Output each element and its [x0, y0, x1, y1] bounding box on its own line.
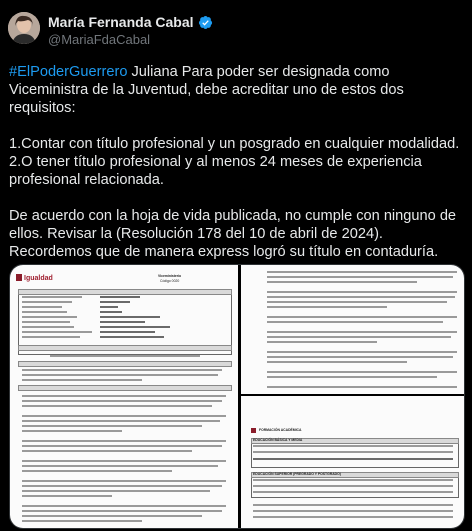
- text-line: [267, 281, 417, 283]
- text-line: [253, 491, 453, 493]
- text-line: [100, 316, 160, 318]
- text-line: [22, 311, 67, 313]
- text-line: [22, 326, 74, 328]
- text-line: [267, 301, 447, 303]
- logo-icon: [16, 274, 22, 281]
- text-line: [100, 301, 130, 303]
- text-line: [267, 336, 451, 338]
- text-line: [100, 336, 164, 338]
- text-line: [100, 326, 170, 328]
- text-line: [253, 504, 453, 506]
- text-line: [22, 520, 142, 522]
- text-line: [22, 331, 92, 333]
- text-line: [267, 361, 407, 363]
- text-line: [267, 371, 457, 373]
- text-line: [22, 490, 210, 492]
- text-line: [267, 276, 453, 278]
- verified-badge-icon: [198, 15, 213, 30]
- text-line: [22, 495, 112, 497]
- text-line: [22, 430, 122, 432]
- text-line: [22, 480, 226, 482]
- text-line: [267, 341, 377, 343]
- text-line: [22, 321, 70, 323]
- text-line: [22, 515, 202, 517]
- text-line: [267, 306, 387, 308]
- text-line: [22, 445, 222, 447]
- text-line: [22, 465, 218, 467]
- text-line: [22, 450, 192, 452]
- text-line: [267, 356, 453, 358]
- table-header-bar: [18, 345, 232, 351]
- text-line: [22, 420, 220, 422]
- text-line: [22, 395, 226, 397]
- text-line: [267, 316, 457, 318]
- text-line: [22, 470, 172, 472]
- table-header-bar: [18, 361, 232, 367]
- text-line: [22, 485, 222, 487]
- text-line: [267, 296, 455, 298]
- text-line: [100, 331, 155, 333]
- text-line: [253, 516, 453, 518]
- section-number-badge: [251, 428, 256, 433]
- text-line: [22, 510, 222, 512]
- document-logo: Igualdad: [24, 275, 53, 282]
- text-line: [22, 374, 218, 376]
- text-line: [267, 386, 457, 388]
- avatar[interactable]: [8, 12, 40, 44]
- text-line: [253, 458, 453, 460]
- text-line: [253, 510, 453, 512]
- text-line: [22, 301, 72, 303]
- text-line: [22, 369, 222, 371]
- avatar-photo: [8, 12, 40, 44]
- text-line: [267, 331, 457, 333]
- text-line: [22, 405, 212, 407]
- document-image-right-top[interactable]: [241, 265, 464, 394]
- text-line: [100, 306, 118, 308]
- text-line: [22, 460, 226, 462]
- text-line: [253, 445, 453, 447]
- document-image-right-bottom[interactable]: [241, 396, 464, 528]
- table-header-bar: [18, 385, 232, 391]
- document-code: Código 0020: [160, 279, 180, 283]
- table-subheader: EDUCACIÓN BÁSICA Y MEDIA: [253, 438, 303, 442]
- document-image-left[interactable]: [10, 265, 238, 528]
- author-name[interactable]: María Fernanda Cabal: [48, 14, 194, 30]
- text-line: [22, 336, 80, 338]
- text-line: [22, 425, 202, 427]
- text-line: [22, 379, 142, 381]
- table-header-bar: [18, 289, 232, 295]
- text-line: [50, 355, 200, 357]
- text-line: [22, 440, 226, 442]
- text-line: [22, 505, 226, 507]
- section-title: FORMACIÓN ACADÉMICA: [259, 428, 302, 432]
- author-handle[interactable]: @MariaFdaCabal: [48, 32, 151, 47]
- tweet-text: [9, 63, 465, 261]
- table-subheader: EDUCACIÓN SUPERIOR (PREGRADO Y POSTGRADO): [253, 472, 341, 476]
- text-line: [253, 479, 453, 481]
- document-title: Viceministerio: [158, 274, 182, 278]
- text-line: [22, 400, 222, 402]
- text-line: [253, 451, 453, 453]
- text-line: [22, 306, 62, 308]
- text-line: [100, 296, 140, 298]
- text-line: [267, 271, 457, 273]
- tweet-media[interactable]: [9, 264, 465, 529]
- text-line: [267, 291, 457, 293]
- text-line: [22, 415, 226, 417]
- text-line: [22, 296, 82, 298]
- text-line: [267, 321, 443, 323]
- text-line: [22, 316, 77, 318]
- hashtag-link[interactable]: #ElPoderGuerrero: [9, 64, 128, 80]
- text-line: [253, 485, 453, 487]
- text-line: [100, 321, 145, 323]
- text-line: [267, 376, 437, 378]
- text-line: [100, 311, 122, 313]
- text-line: [267, 351, 457, 353]
- tweet-body: Juliana Para poder ser designada como Viceministra de la Juventud, debe acreditar uno de estos dos requisitos: 1.Contar con título profesional y un posgrado en cualquier modalidad. 2.O tener título profesional y al menos 24 meses de experiencia profesional relacionada. De acuerdo con la hoja de vida publicada, no cumple con ninguno de ellos. Revisar la (Resolución 178 del 10 de abril de 2024). Recordemos que de manera express logró su título en contaduría.: [9, 64, 460, 260]
